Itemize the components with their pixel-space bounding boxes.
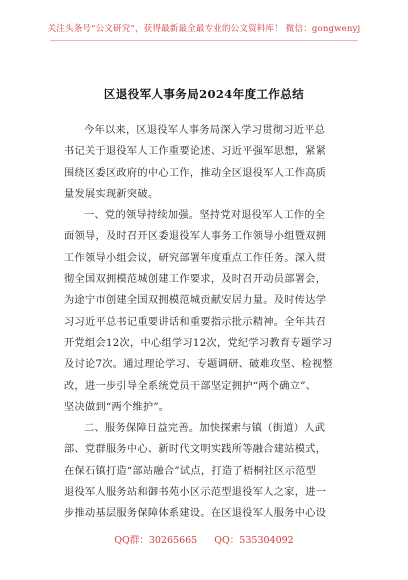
document-body [64,120,346,525]
header-divider [50,40,358,41]
text-line: 彻全国双拥模范城创建工作要求，及时召开动员部署会， [64,274,327,286]
text-line: 围绕区委区政府的中心工作，推动全区退役军人工作高质 [64,167,327,179]
qq-group-number: QQ群：30265665 [114,535,198,546]
paragraph-service-guarantee [64,418,346,524]
paragraph-intro [64,120,346,205]
text-line: 二、服务保障日益完善。加快探索与镇（街道）人武 [84,423,326,435]
paragraph-party-leadership [64,205,346,418]
qq-contact-number: QQ：535304092 [214,535,294,546]
text-line: 部、党群服务中心、新时代文明实践所等融合建站模式， [64,444,327,456]
text-line: 在保石镇打造“部站融合”试点，打造了梧桐社区示范型 [64,465,317,477]
text-line: 今年以来，区退役军人事务局深入学习贯彻习近平总 [84,125,326,136]
text-line: 改，进一步引导全系统党员干部坚定拥护“两个确立”、 [64,380,317,392]
text-line: 工作领导小组会议，研究部署年度重点工作任务。深入贯 [64,252,327,264]
text-line: 书记关于退役军人工作重要论述、习近平强军思想，紧紧 [64,146,327,158]
text-line: 量发展实现新突破。 [64,188,159,200]
text-line: 步推动基层服务保障体系建设。在区退役军人服务中心设 [64,508,327,520]
text-line: 开党组会12次，中心组学习12次，党纪学习教育专题学习 [64,337,333,349]
text-line: 为途宁市创建全国双拥模范城贡献安居力量。及时传达学 [64,295,327,307]
text-line: 及讨论7次。通过理论学习、专题调研、破难攻坚、检视整 [64,359,333,371]
text-line: 习习近平总书记重要讲话和重要指示批示精神。全年共召 [64,316,327,328]
document-title: 区退役军人事务局2024年度工作总结 [103,87,305,101]
text-line: 退役军人服务站和御书苑小区示范型退役军人之家，进一 [64,487,327,499]
text-line: 面领导，及时召开区委退役军人事务工作领导小组暨双拥 [64,231,327,243]
text-line: 一、党的领导持续加强。坚持党对退役军人工作的全 [84,210,326,222]
footer-contact [0,532,408,546]
header-banner: 关注头条号“公文研究”，获得最新最全最专业的公文资料库！ 微信：gongwenyj [47,24,361,34]
text-line: 坚决做到“两个维护”。 [64,401,170,413]
